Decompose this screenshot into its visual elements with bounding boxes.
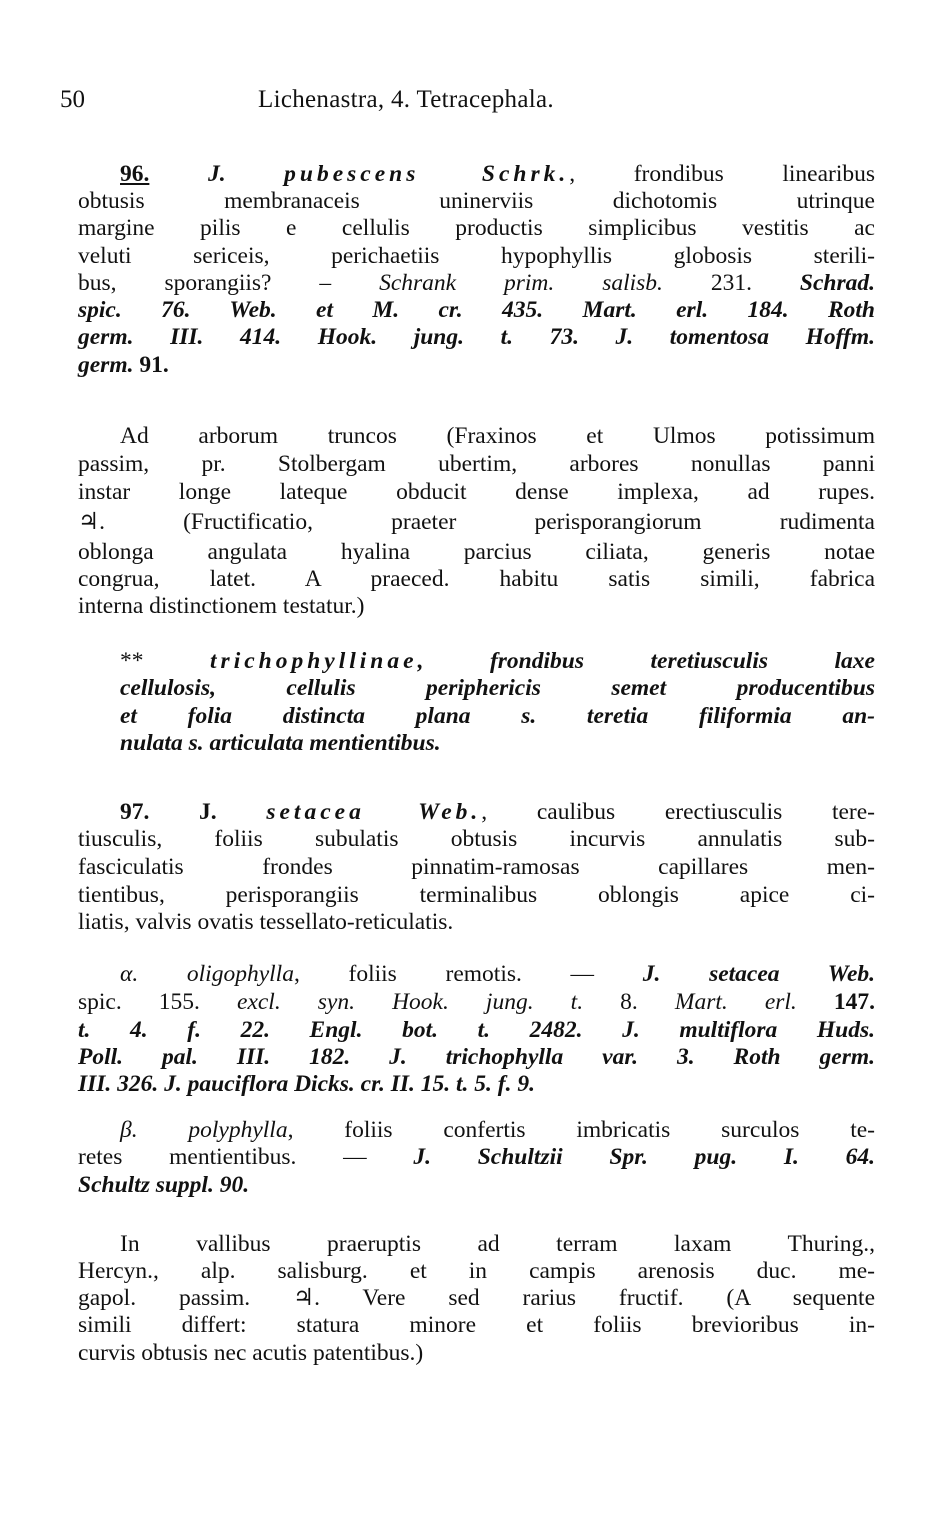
text-line [120,702,875,730]
text-segment: tientibus, perisporangiis terminalibus oblongis apice ci- [78,882,875,908]
text-segment: setacea Web. [266,799,482,825]
text-segment: Schrad. [799,270,876,296]
text-segment: Hercyn., alp. salisburg. et in campis arenosis duc. me- [78,1258,875,1284]
text-segment: germ. [78,352,140,378]
text-segment: 91. [139,352,169,378]
text-line [78,853,875,881]
text-segment: nulata s. articulata mentientibus. [120,730,441,756]
text-segment: 96. [120,161,150,187]
text-line [120,798,875,826]
text-line [78,592,875,620]
text-line [78,508,875,536]
text-line [78,1043,875,1071]
text-segment: germ. III. 414. Hook. jung. t. 73. J. tomentosa Hoffm. [78,324,875,350]
text-line [78,478,875,506]
text-line [78,187,875,215]
text-segment: t. 4. f. 22. Engl. bot. t. 2482. J. multiflora Huds. [78,1017,875,1043]
page-number: 50 [60,86,85,113]
text-line [78,1016,875,1044]
text-segment: obtusis membranaceis uninerviis dichotomis utrinque [78,188,875,214]
text-segment: 147. [796,989,876,1015]
text-segment: 231. [662,270,800,296]
text-line [78,988,875,1016]
text-segment: margine pilis e cellulis productis simplicibus vestitis ac [78,215,875,241]
text-line [78,450,875,478]
text-segment: , foliis remotis. — [293,961,643,987]
text-line [78,242,875,270]
text-line [120,1230,875,1258]
text-line [120,647,875,675]
text-line [78,1339,875,1367]
text-segment: 97. J. [120,799,267,825]
text-line [78,351,875,379]
text-segment: bus, sporangiis? – [78,270,380,296]
text-segment: Ad arborum truncos (Fraxinos et Ulmos potissimum [120,423,875,449]
text-line [78,881,875,909]
text-segment: , frondibus linearibus [569,161,875,187]
text-segment: J. [149,161,285,187]
text-segment: tiusculis, foliis subulatis obtusis incurvis annulatis sub- [78,826,875,852]
text-line [120,674,875,702]
text-segment: J. Schultzii Spr. pug. I. 64. [413,1144,875,1170]
text-segment: passim, pr. Stolbergam ubertim, arbores nonullas panni [78,451,875,477]
text-segment: III. 326. J. pauciflora Dicks. cr. II. 15. t. 5. f. 9. [78,1071,535,1097]
text-segment: retes mentientibus. — [78,1144,414,1170]
text-segment: veluti sericeis, perichaetiis hypophyllis globosis sterili- [78,243,875,269]
text-segment: Schrank prim. salisb. [379,270,663,296]
text-line [120,960,875,988]
text-segment: Mart. erl. [674,989,797,1015]
text-segment: Poll. pal. III. 182. J. trichophylla var. 3. Roth germ. [78,1044,875,1070]
text-line [78,1284,875,1312]
text-segment: J. setacea Web. [642,961,875,987]
text-segment: spic. 76. Web. et M. cr. 435. Mart. erl. 184. Roth [78,297,875,323]
text-line [120,422,875,450]
running-title: Lichenastra, 4. Tetracephala. [258,86,554,113]
text-line [78,565,875,593]
text-segment: ♃. (Fructificatio, praeter perisporangiorum rudimenta [78,509,875,535]
text-segment: fasciculatis frondes pinnatim-ramosas capillares men- [78,854,875,880]
text-segment: spic. 155. [78,989,238,1015]
text-line [78,296,875,324]
text-segment: oblonga angulata hyalina parcius ciliata, generis notae [78,539,875,565]
text-segment: gapol. passim. ♃. Vere sed rarius fructif. (A sequente [78,1285,875,1311]
text-segment: cellulosis, cellulis periphericis semet producentibus [120,675,875,701]
text-line [78,1070,875,1098]
text-line [120,160,875,188]
text-line [78,825,875,853]
text-segment: instar longe lateque obducit dense implexa, ad rupes. [78,479,875,505]
text-line [78,269,875,297]
text-line [120,729,875,757]
text-segment: curvis obtusis nec acutis patentibus.) [78,1340,424,1366]
text-segment: α. oligophylla [120,961,294,987]
text-line [78,908,875,936]
text-segment: congrua, latet. A praeced. habitu satis simili, fabrica [78,566,875,592]
text-segment: ** [120,648,211,674]
text-line [78,538,875,566]
text-segment: , caulibus erectiusculis tere- [481,799,876,825]
text-segment: liatis, valvis ovatis tessellato-reticulatis. [78,909,454,935]
text-segment: , frondibus teretiusculis laxe [417,648,875,674]
text-segment: 8. [583,989,675,1015]
text-segment: trichophyllinae [210,648,418,674]
text-line [78,1311,875,1339]
text-line [120,1116,875,1144]
text-segment: et folia distincta plana s. teretia filiformia an- [120,703,875,729]
text-line [78,1171,875,1199]
text-segment: β. polyphylla [120,1117,288,1143]
text-segment: In vallibus praeruptis ad terram laxam Thuring., [120,1231,875,1257]
text-segment: Schultz suppl. 90. [78,1172,250,1198]
text-segment: interna distinctionem testatur.) [78,593,365,619]
text-line [78,1143,875,1171]
text-segment: pubescens Schrk. [284,161,570,187]
text-segment: , foliis confertis imbricatis surculos te- [287,1117,875,1143]
text-line [78,214,875,242]
text-line [78,323,875,351]
text-segment: simili differt: statura minore et foliis brevioribus in- [78,1312,875,1338]
text-segment: excl. syn. Hook. jung. t. [237,989,584,1015]
text-line [78,1257,875,1285]
